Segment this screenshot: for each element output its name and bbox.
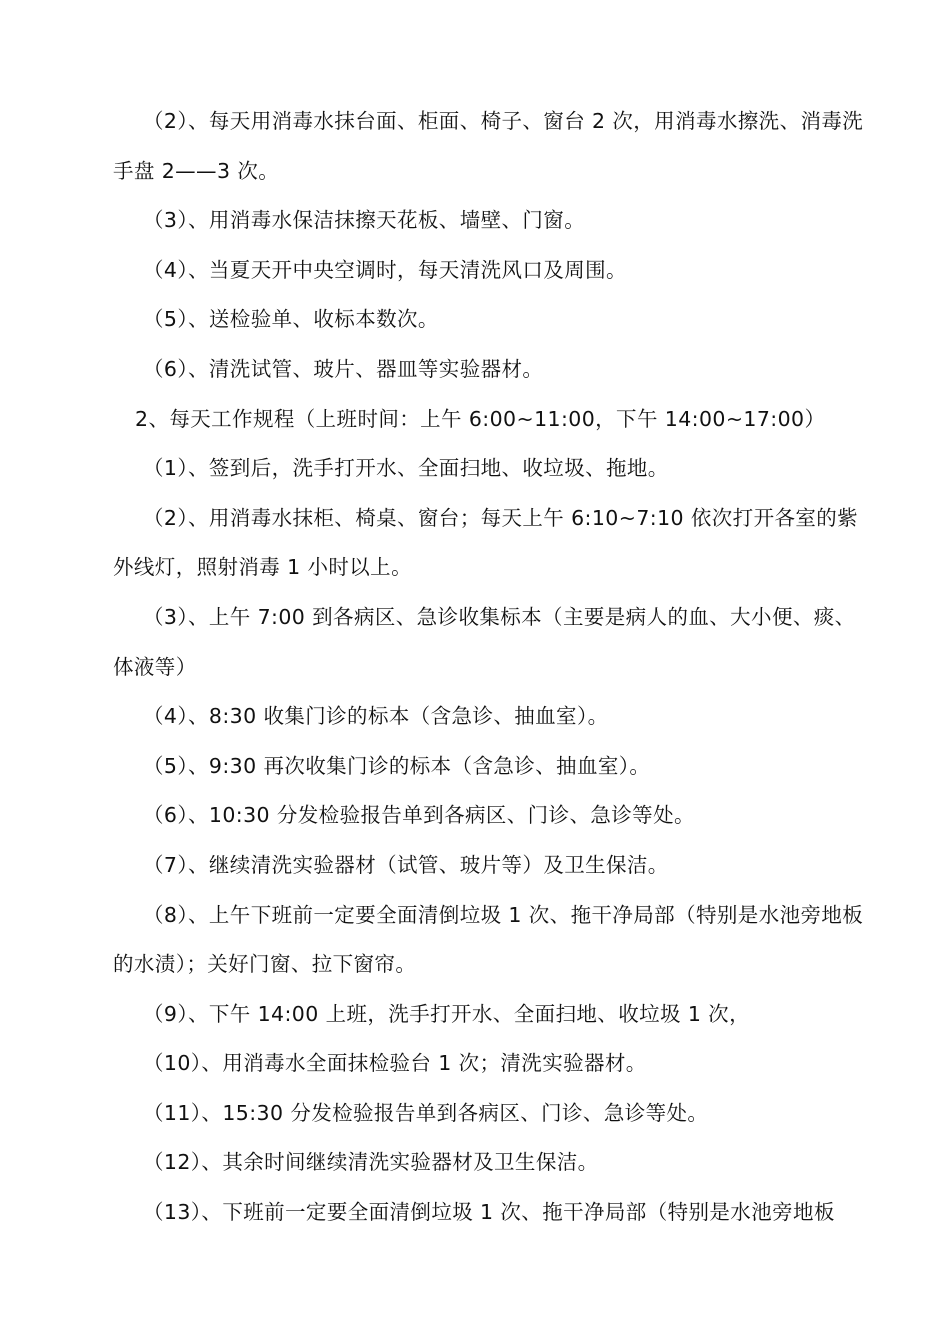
paragraph-item-5-specimens: （5）、送检验单、收标本数次。 <box>143 307 439 332</box>
paragraph-step-4: （4）、8:30 收集门诊的标本（含急诊、抽血室）。 <box>143 704 609 729</box>
paragraph-step-6: （6）、10:30 分发检验报告单到各病区、门诊、急诊等处。 <box>143 803 695 828</box>
paragraph-step-8: （8）、上午下班前一定要全面清倒垃圾 1 次、拖干净局部（特别是水池旁地板的水渍）；关好门窗、拉下窗帘。 <box>113 902 864 977</box>
paragraph-step-10: （10）、用消毒水全面抹检验台 1 次；清洗实验器材。 <box>143 1051 647 1076</box>
paragraph-step-12: （12）、其余时间继续清洗实验器材及卫生保洁。 <box>143 1150 599 1175</box>
paragraph-step-3: （3）、上午 7:00 到各病区、急诊收集标本（主要是病人的血、大小便、痰、体液等） <box>113 604 856 679</box>
paragraph-step-9: （9）、下午 14:00 上班，洗手打开水、全面扫地、收垃圾 1 次， <box>143 1001 750 1026</box>
paragraph-step-2: （2）、用消毒水抹柜、椅桌、窗台；每天上午 6:10~7:10 依次打开各室的紫外线灯，照射消毒 1 小时以上。 <box>113 505 859 580</box>
paragraph-step-5: （5）、9:30 再次收集门诊的标本（含急诊、抽血室）。 <box>143 753 651 778</box>
paragraph-step-13: （13）、下班前一定要全面清倒垃圾 1 次、拖干净局部（特别是水池旁地板 <box>143 1200 835 1225</box>
paragraph-item-2-daily-wipe: （2）、每天用消毒水抹台面、柜面、椅子、窗台 2 次，用消毒水擦洗、消毒洗手盘 2——3 次。 <box>113 109 864 183</box>
section-heading-daily-procedure: 2、每天工作规程（上班时间：上午 6:00~11:00，下午 14:00~17:00） <box>135 406 826 431</box>
paragraph-step-11: （11）、15:30 分发检验报告单到各病区、门诊、急诊等处。 <box>143 1100 709 1125</box>
paragraph-step-7: （7）、继续清洗实验器材（试管、玻片等）及卫生保洁。 <box>143 852 669 877</box>
document-body <box>113 97 868 1238</box>
paragraph-step-1: （1）、签到后，洗手打开水、全面扫地、收垃圾、拖地。 <box>143 456 669 481</box>
paragraph-item-3-ceiling-clean: （3）、用消毒水保洁抹擦天花板、墙壁、门窗。 <box>143 208 586 233</box>
paragraph-item-6-wash-equipment: （6）、清洗试管、玻片、器皿等实验器材。 <box>143 356 544 381</box>
paragraph-item-4-ac-vents: （4）、当夏天开中央空调时，每天清洗风口及周围。 <box>143 257 627 282</box>
